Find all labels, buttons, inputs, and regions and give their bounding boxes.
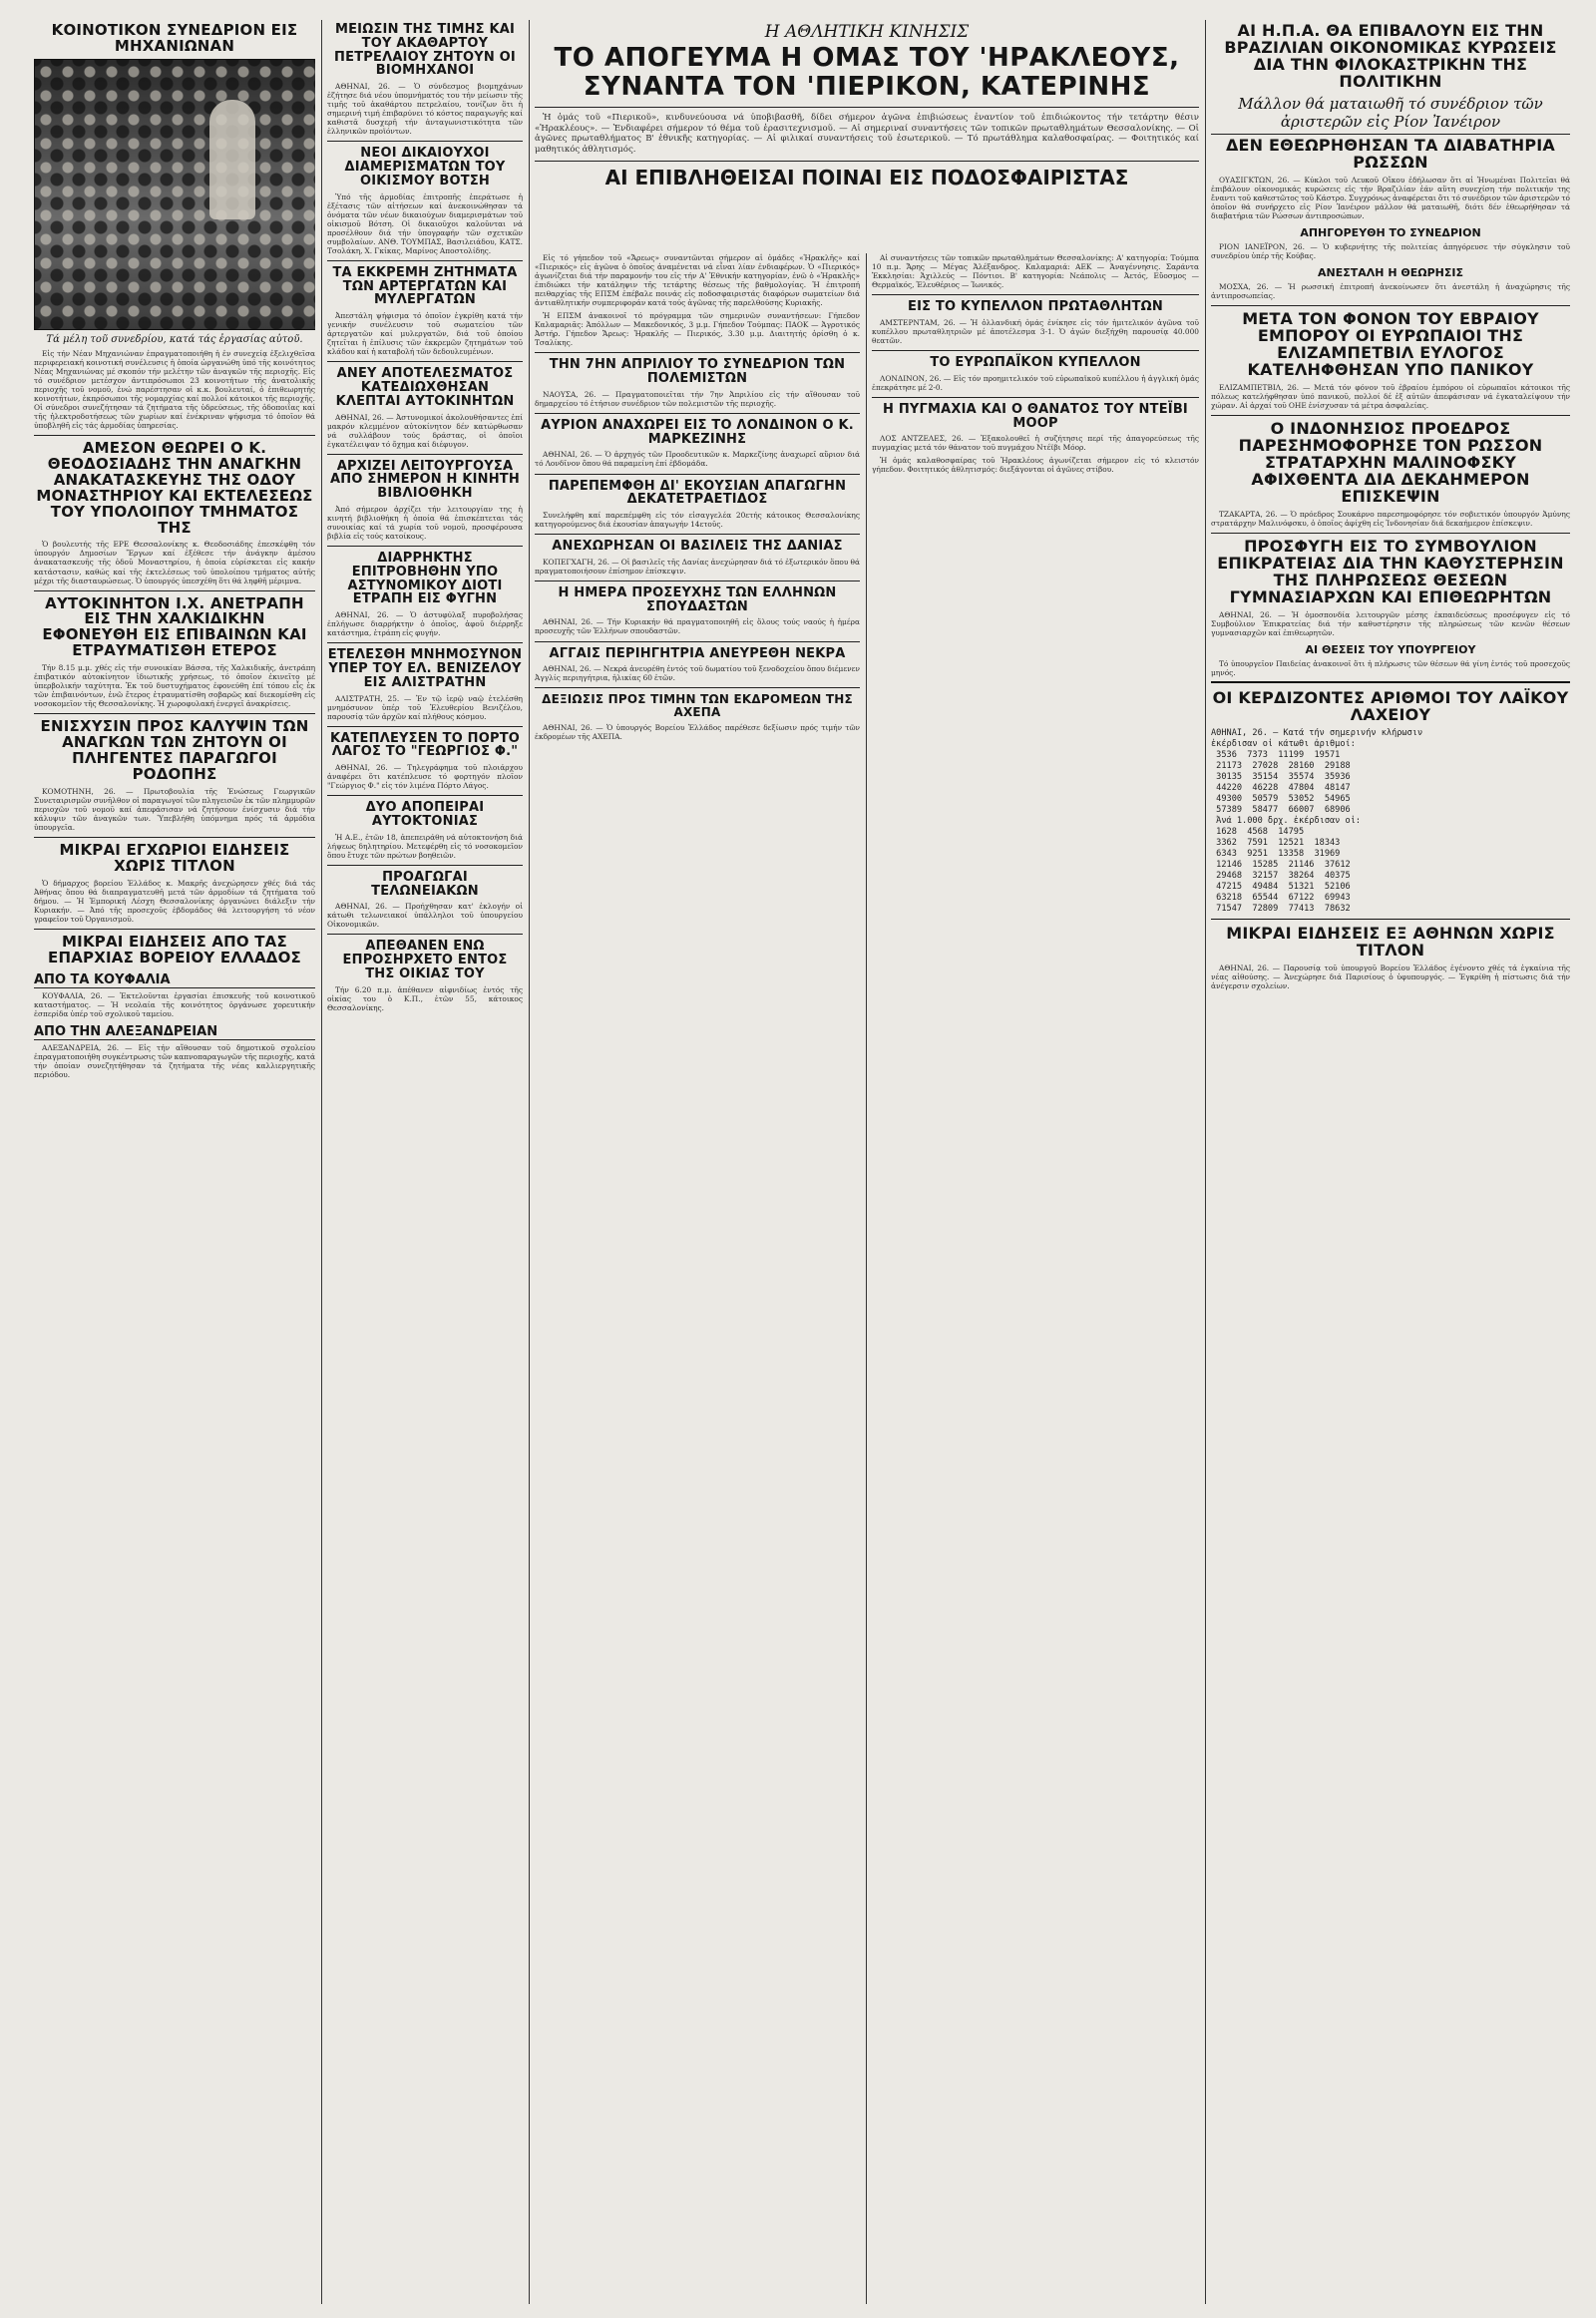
article-text: Τήν 6.20 π.μ. ἀπέθανεν αἰφνιδίως ἐντός τῆς οἰκίας του ὁ Κ.Π., ἐτῶν 55, κάτοικος Θεσσαλονίκης. <box>327 984 523 1012</box>
headline-local-news: ΜΙΚΡΑΙ ΕΓΧΩΡΙΟΙ ΕΙΔΗΣΕΙΣ ΧΩΡΙΣ ΤΙΤΛΟΝ <box>59 841 290 875</box>
article-text: ΑΘΗΝΑΙ, 26. — Ὁ ἀρχηγός τῶν Προοδευτικῶν κ. Μαρκεζίνης ἀναχωρεῖ αὔριον διά τό Λονδῖνον ὅπου θά παραμείνη ἐπί ἑβδομάδα. <box>535 450 860 469</box>
article-text: Ἡ Α.Ε., ἐτῶν 18, ἀπεπειράθη νά αὐτοκτονήση διά λήψεως δηλητηρίου. Μετεφέρθη εἰς τό νοσοκομεῖον ὅπου ἔτυχε τῶν πρώτων βοηθειῶν. <box>327 832 523 860</box>
article-text: ΑΘΗΝΑΙ, 26. — Προήχθησαν κατ' ἐκλογήν οἱ κάτωθι τελωνειακοί ὑπάλληλοι τοῦ ὑπουργείου Οἰκονομικῶν. <box>327 902 523 930</box>
headline-european-cup: ΤΟ ΕΥΡΩΠΑΪΚΟΝ ΚΥΠΕΛΛΟΝ <box>930 354 1141 370</box>
subhead-alexandreia: ΑΠΟ ΤΗΝ ΑΛΕΞΑΝΔΡΕΙΑΝ <box>34 1024 315 1040</box>
column-3 <box>535 253 860 2304</box>
headline-council-of-state: ΠΡΟΣΦΥΓΗ ΕΙΣ ΤΟ ΣΥΜΒΟΥΛΙΟΝ ΕΠΙΚΡΑΤΕΙΑΣ ΔΙΑ ΤΗΝ ΚΑΘΥΣΤΕΡΗΣΙΝ ΤΗΣ ΠΛΗΡΩΣΕΩΣ ΘΕΣΕΩΝ ΓΥΜΝΑΣΙΑΡΧΩΝ ΚΑΙ ΕΠΙΘΕΩΡΗΤΩΝ <box>1217 536 1564 606</box>
headline-rodopi-producers: ΕΝΙΣΧΥΣΙΝ ΠΡΟΣ ΚΑΛΥΨΙΝ ΤΩΝ ΑΝΑΓΚΩΝ ΤΩΝ ΖΗΤΟΥΝ ΟΙ ΠΛΗΓΕΝΤΕΣ ΠΑΡΑΓΩΓΟΙ ΡΟΔΟΠΗΣ <box>40 717 309 783</box>
article-text: Ἀπεστάλη ψήφισμα τό ὁποῖον ἐγκρίθη κατά τήν γενικήν συνέλευσιν τοῦ σωματείου τῶν ἀρτεργατῶν καί μυλεργατῶν, διά τοῦ ὁποίου ζητεῖται ἡ ἐπίλυσις τῶν ἐκκρεμῶν ζητημάτων τοῦ κλάδου καί ἡ καταβολή τῶν δεδουλευμένων. <box>327 311 523 357</box>
article-text: ΑΘΗΝΑΙ, 26. — Ἡ ὁμοσπονδία λειτουργῶν μέσης ἐκπαιδεύσεως προσέφυγεν εἰς τό Συμβούλιον Ἐπικρατείας διά τήν καθυστέρησιν τῆς πληρώσεως τῶν κενῶν θέσεων γυμνασιαρχῶν καί ἐπιθεωρητῶν. <box>1211 609 1570 637</box>
headline-venizelos-memorial: ΕΤΕΛΕΣΘΗ ΜΝΗΜΟΣΥΝΟΝ ΥΠΕΡ ΤΟΥ ΕΛ. ΒΕΝΙΖΕΛΟΥ ΕΙΣ ΑΛΙΣΤΡΑΤΗΝ <box>327 647 523 690</box>
headline-champions-cup: ΕΙΣ ΤΟ ΚΥΠΕΛΛΟΝ ΠΡΩΤΑΘΛΗΤΩΝ <box>908 299 1163 315</box>
article-text: ΑΜΣΤΕΡΝΤΑΜ, 26. — Ἡ ὁλλανδική ὁμάς ἐνίκησε εἰς τόν ἡμιτελικόν ἀγῶνα τοῦ κυπέλλου πρωταθλητριῶν μέ ἀποτέλεσμα 3-1. Ὁ ἀγών διεξήχθη παρουσίᾳ 40.000 θεατῶν. <box>872 317 1199 345</box>
headline-ahepa-reception: ΔΕΞΙΩΣΙΣ ΠΡΟΣ ΤΙΜΗΝ ΤΩΝ ΕΚΔΡΟΜΕΩΝ ΤΗΣ ΑΧΕΠΑ <box>542 692 853 720</box>
headline-boxing: Η ΠΥΓΜΑΧΙΑ ΚΑΙ Ο ΘΑΝΑΤΟΣ ΤΟΥ ΝΤΕΪΒΙ ΜΟΟΡ <box>883 401 1188 431</box>
article-text: Τό ὑπουργεῖον Παιδείας ἀνακοινοῖ ὅτι ἡ πλήρωσις τῶν θέσεων θά γίνη ἐντός τοῦ προσεχοῦς μηνός. <box>1211 658 1570 677</box>
column-2 <box>327 20 523 2304</box>
article-text: ΑΘΗΝΑΙ, 26. — Τήν Κυριακήν θά πραγματοποιηθῆ εἰς ὅλους τούς ναούς ἡ ἡμέρα προσευχῆς τῶν Ἑλλήνων σπουδαστῶν. <box>535 617 860 636</box>
sports-section <box>535 20 1199 249</box>
article-text: ΑΛΙΣΤΡΑΤΗ, 25. — Ἐν τῷ ἱερῷ ναῷ ἐτελέσθη μνημόσυνον ὑπέρ τοῦ Ἐλευθερίου Βενιζέλου, παρουσίᾳ τῶν ἀρχῶν καί πλήθους κόσμου. <box>327 693 523 721</box>
article-text: ΑΘΗΝΑΙ, 26. — Ὁ ὑπουργός Βορείου Ἑλλάδος παρέθεσε δεξίωσιν πρός τιμήν τῶν ἐκδρομέων τῆς ΑΧΕΠΑ. <box>535 722 860 741</box>
lottery-numbers: ΑΘΗΝΑΙ, 26. — Κατά τήν σημερινήν κλήρωσιν ἐκέρδισαν οἱ κάτωθι ἀριθμοί: 3536 7373 11199 19571 21173 27028 28160 29188 30135 35154 35574 35936 44220 46228 47804 48147 49300 50579 53052 54965 57389 58477 66007 68906 Ἀνά 1.000 δρχ. ἐκέρδισαν οἱ: 1628 4568 14795 3362 7591 12521 18343 6343 9251 13358 31969 12146 15285 21146 37612 29468 32157 38264 40375 47215 49484 51321 52106 63218 65544 67122 69943 71547 72809 77413 78632 <box>1211 727 1423 914</box>
headline-theodosiadis: ΑΜΕΣΟΝ ΘΕΩΡΕΙ Ο Κ. ΘΕΟΔΟΣΙΑΔΗΣ ΤΗΝ ΑΝΑΓΚΗΝ ΑΝΑΚΑΤΑΣΚΕΥΗΣ ΤΗΣ ΟΔΟΥ ΜΟΝΑΣΤΗΡΙΟΥ ΚΑΙ ΕΚΤΕΛΕΣΕΩΣ ΤΟΥ ΥΠΟΛΟΙΠΟΥ ΤΜΗΜΑΤΟΣ ΤΗΣ <box>36 439 313 537</box>
article-text: Εἰς τό γήπεδον τοῦ «Ἄρεως» συναντῶνται σήμερον αἱ ὁμάδες «Ἡρακλῆς» καί «Πιερικός» εἰς ἀγῶνα ὁ ὁποῖος ἀναμένεται νά εἶναι λίαν ἐνδιαφέρων. Ὁ «Πιερικός» ἀγωνίζεται διά τήν παραμονήν του εἰς τήν Α' Ἐθνικήν κατηγορίαν, ἐνῶ ὁ «Ἡρακλῆς» ἐπιδιώκει τήν κατάληψιν τῆς τετάρτης θέσεως τῆς βαθμολογίας. Ἡ ἐπιτροπή πειθαρχίας τῆς ΕΠΣΜ ἐπέβαλε ποινάς εἰς ποδοσφαιριστάς διαφόρων σωματείων διά ἀντιαθλητικήν συμπεριφοράν κατά τούς ἀγῶνας τῆς παρελθούσης Κυριακῆς. <box>535 253 860 308</box>
headline-usa-brazil: ΑΙ Η.Π.Α. ΘΑ ΕΠΙΒΑΛΟΥΝ ΕΙΣ ΤΗΝ ΒΡΑΖΙΛΙΑΝ ΟΙΚΟΝΟΜΙΚΑΣ ΚΥΡΩΣΕΙΣ ΔΙΑ ΤΗΝ ΦΙΛΟΚΑΣΤΡΙΚΗΝ ΤΗΣ ΠΟΛΙΤΙΚΗΝ <box>1224 21 1557 91</box>
subheadline-rio-congress: Μάλλον θά ματαιωθῆ τό συνέδριον τῶν ἀριστερῶν εἰς Ρίον Ἰανέιρον <box>1238 94 1543 131</box>
article-text: ΕΛΙΖΑΜΠΕΤΒΙΛ, 26. — Μετά τόν φόνον τοῦ ἑβραίου ἐμπόρου οἱ εὐρωπαῖοι κάτοικοι τῆς πόλεως κατελήφθησαν ὑπό πανικοῦ, πολλοί δέ ἐξ αὐτῶν ἀπεφάσισαν νά ἐγκαταλείψουν τήν χώραν. Αἱ ἀρχαί τοῦ ΟΗΕ ἐνίσχυσαν τά μέτρα ἀσφαλείας. <box>1211 382 1570 410</box>
subhead-ministry-positions: ΑΙ ΘΕΣΕΙΣ ΤΟΥ ΥΠΟΥΡΓΕΙΟΥ <box>1305 642 1476 656</box>
headline-burglar: ΔΙΑΡΡΗΚΤΗΣ ΕΠΙΤΡΟΒΗΘΗΝ ΥΠΟ ΑΣΤΥΝΟΜΙΚΟΥ ΔΙΟΤΙ ΕΤΡΑΠΗ ΕΙΣ ΦΥΓΗΝ <box>347 551 503 607</box>
article-text: ΑΛΕΞΑΝΔΡΕΙΑ, 26. — Εἰς τήν αἴθουσαν τοῦ δημοτικοῦ σχολείου ἐπραγματοποιήθη συγκέντρωσις τῶν καπνοπαραγωγῶν τῆς περιοχῆς, κατά τήν ὁποίαν συνεζητήθησαν τά ζητήματα τῆς νέας καλλιεργητικῆς περιόδου. <box>34 1042 315 1079</box>
headline-votsi-housing: ΝΕΟΙ ΔΙΚΑΙΟΥΧΟΙ ΔΙΑΜΕΡΙΣΜΑΤΩΝ ΤΟΥ ΟΙΚΙΣΜΟΥ ΒΟΤΣΗ <box>344 146 506 189</box>
article-text: ΛΟΝΔΙΝΟΝ, 26. — Εἰς τόν προημιτελικόν τοῦ εὐρωπαϊκοῦ κυπέλλου ἡ ἀγγλική ὁμάς ἐπεκράτησε μέ 2-0. <box>872 373 1199 392</box>
article-text: ΚΟΠΕΓΧΑΓΗ, 26. — Οἱ βασιλεῖς τῆς Δανίας ἀνεχώρησαν διά τό ἐξωτερικόν ὅπου θά πραγματοποιήσουν ἐπίσημον ἐπίσκεψιν. <box>535 557 860 576</box>
article-text: Ὁ δήμαρχος βορείου Ἑλλάδος κ. Μακρῆς ἀνεχώρησεν χθές διά τάς Ἀθήνας ὅπου θά διαπραγματευθῆ μετά τῶν ἁρμοδίων τά ζητήματα τοῦ δήμου. — Ἡ Ἐμπορική Λέσχη Θεσσαλονίκης ὀργανώνει διάλεξιν τήν Κυριακήν. — Ἀπό τῆς προσεχοῦς ἑβδομάδος θά λειτουργήση τό νέον γραφεῖον τοῦ Ὀργανισμοῦ. <box>34 878 315 924</box>
photo-caption: Τά μέλη τοῦ συνεδρίου, κατά τάς ἐργασίας αὐτοῦ. <box>46 333 303 345</box>
article-text: Τήν 8.15 μ.μ. χθές εἰς τήν συνοικίαν Βάσσα, τῆς Χαλκιδικῆς, ἀνετράπη ἐπιβατικόν αὐτοκίνητον ἰδιωτικῆς χρήσεως, τό ὁποῖον ἐκινεῖτο μέ ὑπερβολικήν ταχύτητα. Ἐκ τοῦ δυστυχήματος ἐφονεύθη ἐπί τόπου εἷς ἐκ τῶν ἐπιβαινόντων, ἐνῶ ἕτερος ἐτραυματίσθη σοβαρῶς καί διεκομίσθη εἰς νοσοκομεῖον τῆς Θεσσαλονίκης. Ἡ χωροφυλακή ἐνεργεῖ ἀνακρίσεις. <box>34 663 315 709</box>
article-text: ΑΘΗΝΑΙ, 26. — Παρουσίᾳ τοῦ ὑπουργοῦ Βορείου Ἑλλάδος ἐγένοντο χθές τά ἐγκαίνια τῆς νέας αἰθούσης. — Ἀνεχώρησε διά Παρισίους ὁ ὑφυπουργός. — Ἐγκρίθη ἡ πίστωσις διά τήν ἀνέγερσιν σχολείων. <box>1211 963 1570 990</box>
section-kicker: Η ΑΘΛΗΤΙΚΗ ΚΙΝΗΣΙΣ <box>764 22 970 42</box>
headline-danish-royals: ΑΝΕΧΩΡΗΣΑΝ ΟΙ ΒΑΣΙΛΕΙΣ ΤΗΣ ΔΑΝΙΑΣ <box>552 539 843 555</box>
headline-bakers: ΤΑ ΕΚΚΡΕΜΗ ΖΗΤΗΜΑΤΑ ΤΩΝ ΑΡΤΕΡΓΑΤΩΝ ΚΑΙ ΜΥΛΕΡΓΑΤΩΝ <box>332 264 518 308</box>
headline-lottery: ΟΙ ΚΕΡΔΙΖΟΝΤΕΣ ΑΡΙΘΜΟΙ ΤΟΥ ΛΑΪΚΟΥ ΛΑΧΕΙΟΥ <box>1212 687 1569 724</box>
column-1 <box>34 20 315 2304</box>
congress-photo <box>34 59 315 330</box>
article-text: ΚΟΜΟΤΗΝΗ, 26. — Πρωτοβουλία τῆς Ἑνώσεως Γεωργικῶν Συνεταιρισμῶν συνῆλθον οἱ παραγωγοί τῶν πληγεισῶν ἐκ τῶν πλημμυρῶν περιοχῶν τοῦ νομοῦ καί ἀπεφάσισαν νά ζητήσουν ἐνίσχυσιν διά τήν κάλυψιν τῶν ἀναγκῶν των. Ὑπεβλήθη ὑπόμνημα πρός τά ἁρμόδια ὑπουργεῖα. <box>34 786 315 832</box>
article-text: Συνελήφθη καί παρεπέμφθη εἰς τόν εἰσαγγελέα 20ετής κάτοικος Θεσσαλονίκης κατηγορούμενος διά ἑκουσίαν ἀπαγωγήν 14ετοῦς. <box>535 511 860 530</box>
headline-community-congress: ΚΟΙΝΟΤΙΚΟΝ ΣΥΝΕΔΡΙΟΝ ΕΙΣ ΜΗΧΑΝΙΩΝΑΝ <box>51 21 298 55</box>
headline-car-thieves: ΑΝΕΥ ΑΠΟΤΕΛΕΣΜΑΤΟΣ ΚΑΤΕΔΙΩΧΘΗΣΑΝ ΚΛΕΠΤΑΙ ΑΥΤΟΚΙΝΗΤΩΝ <box>335 366 515 409</box>
article-text: Ὑπό τῆς ἀρμοδίας ἐπιτροπῆς ἐπεράτωσε ἡ ἐξέτασις τῶν αἰτήσεων καί ἀνεκοινώθησαν τά ὀνόματα τῶν νέων δικαιούχων διαμερισμάτων τοῦ οἰκισμοῦ Βότση. Οἱ δικαιοῦχοι καλοῦνται νά προσέλθουν διά τήν ὑπογραφήν τῶν σχετικῶν συμβολαίων. ΑΝΘ. ΤΟΥΜΠΑΣ, Βασιλειάδου, ΚΑΤΣ. Τσολάκη, Χ. Γκίκας, Μαρίνος Αποστολίδης. <box>327 192 523 255</box>
headline-heracles-pierikos: ΤΟ ΑΠΟΓΕΥΜΑ Η ΟΜΑΣ ΤΟΥ 'ΗΡΑΚΛΕΟΥΣ, ΣΥΝΑΝΤΑ ΤΟΝ 'ΠΙΕΡΙΚΟΝ, ΚΑΤΕΡΙΝΗΣ <box>554 43 1180 103</box>
headline-tourist-found-dead: ΑΓΓΑΙΣ ΠΕΡΙΗΓΗΤΡΙΑ ΑΝΕΥΡΕΘΗ ΝΕΚΡΑ <box>549 645 846 661</box>
headline-suicide-attempts: ΔΥΟ ΑΠΟΠΕΙΡΑΙ ΑΥΤΟΚΤΟΝΙΑΣ <box>365 800 485 829</box>
article-text: ΝΑΟΥΣΑ, 26. — Πραγματοποιεῖται τήν 7ην Ἀπριλίου εἰς τήν αἴθουσαν τοῦ δημαρχείου τό ἐτήσιον συνέδριον τῶν πολεμιστῶν τῆς περιοχῆς. <box>535 389 860 408</box>
headline-athens-news: ΜΙΚΡΑΙ ΕΙΔΗΣΕΙΣ ΕΞ ΑΘΗΝΩΝ ΧΩΡΙΣ ΤΙΤΛΟΝ <box>1226 923 1555 960</box>
subhead-visa-suspended: ΑΝΕΣΤΑΛΗ Η ΘΕΩΡΗΣΙΣ <box>1318 265 1463 279</box>
headline-markezinis: ΑΥΡΙΟΝ ΑΝΑΧΩΡΕΙ ΕΙΣ ΤΟ ΛΟΝΔΙΝΟΝ Ο Κ. ΜΑΡΚΕΖΙΝΗΣ <box>541 417 854 447</box>
article-text: Ἡ ὁμάς καλαθοσφαίρας τοῦ Ἡρακλέους ἀγωνίζεται σήμερον εἰς τό κλειστόν γήπεδον. Φοιτητικός ἀθλητισμός: διεξάγονται οἱ ἀγῶνες στίβου. <box>872 456 1199 475</box>
article-text: Αἱ συναντήσεις τῶν τοπικῶν πρωταθλημάτων Θεσσαλονίκης: Α' κατηγορία: Τούμπα 10 π.μ. Ἄρης — Μέγας Ἀλέξανδρος. Καλαμαριά: ΑΕΚ — Ἀναγέννησις. Σαράντα Ἐκκλησίαι: Ἀχιλλεύς — Πόντιοι. Β' κατηγορία: Νεάπολις — Ἀετός, Εὔοσμος — Θερμαϊκός, Ἐλευθέριος — Ἰωνικός. <box>872 253 1199 290</box>
article-text: Εἰς τήν Νέαν Μηχανιώναν ἐπραγματοποιήθη ἡ ἐν συνεχείᾳ ἐξελιχθεῖσα περιφερειακή κοινοτική συνέλευσις ἡ ὁποία ὠργανώθη ὑπό τῆς κοινότητος Νέας Μηχανιώνας μέ σκοπόν τήν μελέτην τῶν ἀναγκῶν τῆς περιοχῆς. Εἰς τό συνέδριον μετέσχον ἀντιπρόσωποι 23 κοινοτήτων τῆς ἀνατολικῆς περιοχῆς τοῦ νομοῦ, ἐνώ παρέστησαν οἱ κ.κ. βουλευταί, ὁ ἐπιθεωρητής κοινοτήτων, ἐκπρόσωποι τῆς νομαρχίας καί πολλοί κάτοικοι τῆς περιοχῆς. Οἱ σύνεδροι συνεζήτησαν τά ζητήματα τῆς ὑδρεύσεως, τῆς ὁδοποιΐας καί τῆς ἠλεκτροδοτήσεως τῶν χωρίων καί ἐνέκριναν ψήφισμα τό ὁποῖον θά ὑποβληθῆ εἰς τάς ἁρμοδίας ὑπηρεσίας. <box>34 348 315 431</box>
column-4 <box>872 253 1199 2304</box>
headline-car-accident: ΑΥΤΟΚΙΝΗΤΟΝ Ι.Χ. ΑΝΕΤΡΑΠΗ ΕΙΣ ΤΗΝ ΧΑΛΚΙΔΙΚΗΝ ΕΦΟΝΕΥΘΗ ΕΙΣ ΕΠΙΒΑΙΝΩΝ ΚΑΙ ΕΤΡΑΥΜΑΤΙΣΘΗ ΕΤΕΡΟΣ <box>42 593 307 660</box>
column-5 <box>1211 20 1570 2304</box>
headline-abduction: ΠΑΡΕΠΕΜΦΘΗ ΔΙ' ΕΚΟΥΣΙΑΝ ΑΠΑΓΩΓΗΝ ΔΕΚΑΤΕΤΡΑΕΤΙΔΟΣ <box>548 478 847 508</box>
headline-prayer-day: Η ΗΜΕΡΑ ΠΡΟΣΕΥΧΗΣ ΤΩΝ ΕΛΛΗΝΩΝ ΣΠΟΥΔΑΣΤΩΝ <box>558 584 837 614</box>
article-text: ΑΘΗΝΑΙ, 26. — Ὁ σύνδεσμος βιομηχάνων ἐζήτησε διά νέου ὑπομνήματός του τήν μείωσιν τῆς τιμῆς τοῦ ἀκαθάρτου πετρελαίου, τονίζων ὅτι ἡ σημερινή τιμή ἐπιβαρύνει τό κόστος παραγωγῆς καί καθιστᾶ δυσχερῆ τήν ἀνταγωνιστικότητα τῶν ἑλληνικῶν προϊόντων. <box>327 82 523 137</box>
article-text: ΟΥΑΣΙΓΚΤΩΝ, 26. — Κύκλοι τοῦ Λευκοῦ Οἴκου ἐδήλωσαν ὅτι αἱ Ἡνωμέναι Πολιτεῖαι θά ἐπιβάλουν οἰκονομικάς κυρώσεις εἰς τήν Βραζιλίαν ἐάν αὕτη συνεχίση τήν πολιτικήν της ἔναντι τοῦ καθεστῶτος τοῦ Κάστρο. Συγχρόνως ἀναφέρεται ὅτι τό συνέδριον τῶν ἀριστερῶν τό ὁποῖον θά συνήρχετο εἰς Ρίον Ἰανέιρον μάλλον θά ματαιωθῆ, διότι δέν ἐθεωρήθησαν τά διαβατήρια τῶν Ρώσσων ἀντιπροσώπων. <box>1211 175 1570 220</box>
article-text: ΡΙΟΝ ΙΑΝΕΪΡΟΝ, 26. — Ὁ κυβερνήτης τῆς πολιτείας ἀπηγόρευσε τήν σύγκλησιν τοῦ συνεδρίου ὑπέρ τῆς Κούβας. <box>1211 241 1570 260</box>
subhead-congress-banned: ΑΠΗΓΟΡΕΥΘΗ ΤΟ ΣΥΝΕΔΡΙΟΝ <box>1300 225 1481 239</box>
article-text: Ἡ ΕΠΣΜ ἀνακοινοῖ τό πρόγραμμα τῶν σημερινῶν συναντήσεων: Γήπεδον Καλαμαριᾶς: Ἀπόλλων — Μακεδονικός, 3 μ.μ. Γήπεδον Τούμπας: ΠΑΟΚ — Ἀγροτικός Ἀστήρ. Γήπεδον Ἄρεως: Ἡρακλῆς — Πιερικός, 3.30 μ.μ. Διαιτητής ὁρίσθη ὁ κ. Τσαλίκης. <box>535 311 860 348</box>
article-text: ΑΘΗΝΑΙ, 26. — Νεκρά ἀνευρέθη ἐντός τοῦ δωματίου τοῦ ξενοδοχείου ὅπου διέμενεν Ἀγγλίς περιηγήτρια, ἡλικίας 60 ἐτῶν. <box>535 664 860 683</box>
article-text: ΑΘΗΝΑΙ, 26. — Ὁ ἀστυφύλαξ πυροβολήσας ἐπλήγωσε διαρρήκτην ὁ ὁποῖος, ἀφοῦ διέρρηξε κατάστημα, ἐτράπη εἰς φυγήν. <box>327 610 523 638</box>
article-text: Ἀπό σήμερον ἀρχίζει τήν λειτουργίαν της ἡ κινητή βιβλιοθήκη ἡ ὁποία θά ἐπισκέπτεται τάς συνοικίας καί τά χωρία τοῦ νομοῦ, προσφέρουσα βιβλία εἰς τούς κατοίκους. <box>327 504 523 542</box>
headline-petroleum-price: ΜΕΙΩΣΙΝ ΤΗΣ ΤΙΜΗΣ ΚΑΙ ΤΟΥ ΑΚΑΘΑΡΤΟΥ ΠΕΤΡΕΛΑΙΟΥ ΖΗΤΟΥΝ ΟΙ ΒΙΟΜΗΧΑΝΟΙ <box>334 22 516 79</box>
article-text: ΑΘΗΝΑΙ, 26. — Τηλεγράφημα τοῦ πλοιάρχου ἀναφέρει ὅτι κατέπλευσε τό φορτηγόν πλοῖον "Γεώργιος Φ." εἰς τόν λιμένα Πόρτο Λάγος. <box>327 763 523 791</box>
article-text: ΜΟΣΧΑ, 26. — Ἡ ρωσσική ἐπιτροπή ἀνεκοίνωσεν ὅτι ἀνεστάλη ἡ ἀναχώρησις τῆς ἀντιπροσωπείας. <box>1211 281 1570 300</box>
sports-lead-text: Ἡ ὁμάς τοῦ «Πιερικοῦ», κινδυνεύουσα νά ὑποβιβασθῆ, δίδει σήμερον ἀγῶνα ἐπιβιώσεως ἐναντίον τοῦ ἐπιδιώκοντος τήν τετάρτην θέσιν «Ἡρακλέους». — Ἐνδιαφέρει σήμερον τό θέμα τοῦ ἐρασιτεχνισμοῦ. — Αἱ σημεριναί συναντήσεις τῶν τοπικῶν πρωταθλημάτων Θεσσαλονίκης. — Οἱ ἀγῶνες πρωταθλήματος Β' ἐθνικῆς κατηγορίας. — Αἱ φιλικαί συναντήσεις τοῦ ἐσωτερικοῦ. — Τό πρωτάθλημα καλαθοσφαίρας. — Φοιτητικός καί μαθητικός ἀθλητισμός. <box>535 113 1199 155</box>
article-text: Ὁ βουλευτής τῆς ΕΡΕ Θεσσαλονίκης κ. Θεοδοσιάδης ἐπεσκέφθη τόν ὑπουργόν Δημοσίων Ἔργων καί ἐξέθεσε τήν ἀνάγκην ἀμέσου ἀνακατασκευῆς τῆς ὁδοῦ Μοναστηρίου, ἡ ὁποία εὑρίσκεται εἰς κακήν κατάστασιν, καθώς καί τῆς ἐκτελέσεως τοῦ ὑπολοίπου τμήματος αὐτῆς μέχρι τῆς διασταυρώσεως. Ὁ ὑπουργός ὑπεσχέθη ὅτι θά ληφθῆ μέριμνα. <box>34 540 315 585</box>
headline-northern-provinces: ΜΙΚΡΑΙ ΕΙΔΗΣΕΙΣ ΑΠΟ ΤΑΣ ΕΠΑΡΧΙΑΣ ΒΟΡΕΙΟΥ ΕΛΛΑΔΟΣ <box>48 932 301 966</box>
headline-veterans-congress: ΤΗΝ 7ΗΝ ΑΠΡΙΛΙΟΥ ΤΟ ΣΥΝΕΔΡΙΟΝ ΤΩΝ ΠΟΛΕΜΙΣΤΩΝ <box>549 357 846 387</box>
article-text: ΑΘΗΝΑΙ, 26. — Ἀστυνομικοί ἀκολουθήσαντες ἐπί μακρόν κλεμμένον αὐτοκίνητον δέν κατώρθωσαν νά συλλάβουν τούς δράστας, οἱ ὁποῖοι ἐγκατέλειψαν τό ὄχημα καί διέφυγον. <box>327 412 523 449</box>
article-text: ΛΟΣ ΑΝΤΖΕΛΕΣ, 26. — Ἐξακολουθεῖ ἡ συζήτησις περί τῆς ἀπαγορεύσεως τῆς πυγμαχίας μετά τόν θάνατον τοῦ πυγμάχου Ντέϊβι Μόορ. <box>872 434 1199 453</box>
headline-customs-promotions: ΠΡΟΑΓΩΓΑΙ ΤΕΛΩΝΕΙΑΚΩΝ <box>371 869 479 899</box>
headline-russian-passports: ΔΕΝ ΕΘΕΩΡΗΘΗΣΑΝ ΤΑ ΔΙΑΒΑΤΗΡΙΑ ΡΩΣΣΩΝ <box>1211 134 1570 172</box>
headline-mobile-library: ΑΡΧΙΖΕΙ ΛΕΙΤΟΥΡΓΟΥΣΑ ΑΠΟ ΣΗΜΕΡΟΝ Η ΚΙΝΗΤΗ ΒΙΒΛΙΟΘΗΚΗ <box>330 458 520 502</box>
subhead-koufalia: ΑΠΟ ΤΑ ΚΟΥΦΑΛΙΑ <box>34 972 315 988</box>
headline-elisabethville: ΜΕΤΑ ΤΟΝ ΦΟΝΟΝ ΤΟΥ ΕΒΡΑΙΟΥ ΕΜΠΟΡΟΥ ΟΙ ΕΥΡΩΠΑΙΟΙ ΤΗΣ ΕΛΙΖΑΜΠΕΤΒΙΛ ΕΥΛΟΓΟΣ ΚΑΤΕΛΗΦΘΗΣΑΝ ΥΠΟ ΠΑΝΙΚΟΥ <box>1242 309 1539 379</box>
headline-indonesia-malinovsky: Ο ΙΝΔΟΝΗΣΙΟΣ ΠΡΟΕΔΡΟΣ ΠΑΡΕΣΗΜΟΦΟΡΗΣΕ ΤΟΝ ΡΩΣΣΟΝ ΣΤΡΑΤΑΡΧΗΝ ΜΑΛΙΝΟΦΣΚΥ ΑΦΙΧΘΕΝΤΑ ΔΙΑ ΔΕΚΑΗΜΕΡΟΝ ΕΠΙΣΚΕΨΙΝ <box>1238 418 1543 506</box>
newspaper-page <box>34 20 1570 2304</box>
article-text: ΚΟΥΦΑΛΙΑ, 26. — Ἐκτελοῦνται ἐργασίαι ἐπισκευῆς τοῦ κοινοτικοῦ καταστήματος. — Ἡ νεολαία τῆς κοινότητος ὀργάνωσε χορευτικήν ἑσπερίδα ὑπέρ τοῦ σχολικοῦ ταμείου. <box>34 990 315 1018</box>
headline-football-penalties: ΑΙ ΕΠΙΒΛΗΘΕΙΣΑΙ ΠΟΙΝΑΙ ΕΙΣ ΠΟΔΟΣΦΑΙΡΙΣΤΑΣ <box>535 161 1199 190</box>
headline-sudden-death: ΑΠΕΘΑΝΕΝ ΕΝΩ ΕΠΡΟΣΗΡΧΕΤΟ ΕΝΤΟΣ ΤΗΣ ΟΙΚΙΑΣ ΤΟΥ <box>342 939 508 982</box>
article-text: ΤΖΑΚΑΡΤΑ, 26. — Ὁ πρόεδρος Σουκάρνο παρεσημοφόρησε τόν σοβιετικόν ὑπουργόν Ἀμύνης στρατάρχην Μαλινόφσκυ, ὁ ὁποῖος ἀφίχθη εἰς Ἰνδονησίαν διά δεκαήμερον ἐπίσκεψιν. <box>1211 509 1570 528</box>
headline-ship-arrival: ΚΑΤΕΠΛΕΥΣΕΝ ΤΟ ΠΟΡΤΟ ΛΑΓΟΣ ΤΟ "ΓΕΩΡΓΙΟΣ Φ." <box>329 730 521 760</box>
